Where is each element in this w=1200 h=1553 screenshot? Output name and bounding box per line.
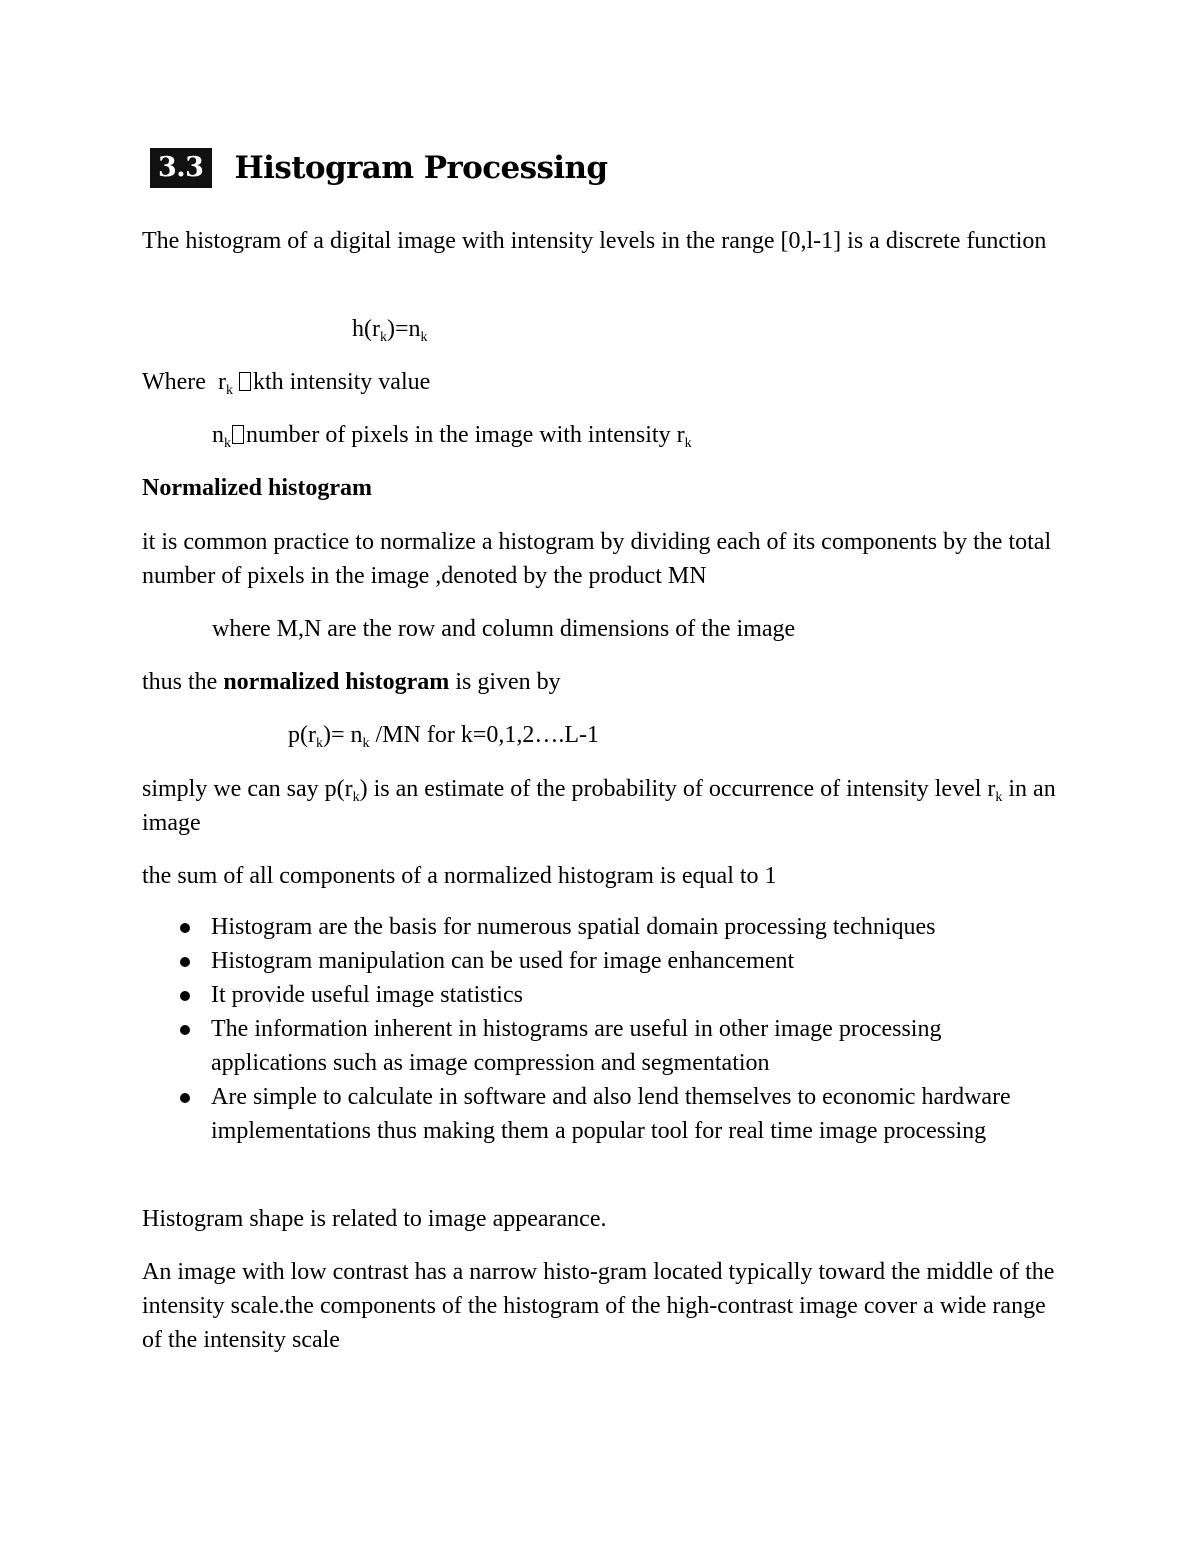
eq2-a: p(r bbox=[288, 722, 316, 748]
list-item bbox=[142, 944, 1042, 978]
simply-a-sub: k bbox=[352, 790, 360, 805]
nk-prefix: n bbox=[212, 422, 224, 448]
missing-glyph-icon bbox=[239, 372, 251, 391]
section-heading bbox=[150, 147, 608, 189]
eq2-a-sub: k bbox=[315, 736, 323, 751]
thus-before: thus the bbox=[142, 669, 224, 695]
eq2-b-sub: k bbox=[362, 736, 370, 751]
where-text: kth intensity value bbox=[252, 369, 431, 395]
bullet-text: It provide useful image statistics bbox=[211, 982, 523, 1008]
section-title: Histogram Processing bbox=[234, 150, 608, 186]
bullet-text: Are simple to calculate in software and also lend themselves to economic hardware implementations thus making them a popular tool for real time image processing bbox=[211, 1084, 1011, 1144]
where-mn-line: where M,N are the row and column dimensions of the image bbox=[212, 616, 796, 642]
eq1-mid: )=n bbox=[386, 316, 421, 342]
simply-b-sub: k bbox=[995, 790, 1003, 805]
eq2-c: /MN for k=0,1,2….L-1 bbox=[369, 722, 600, 748]
simply-a: simply we can say p(r bbox=[142, 776, 353, 802]
normalized-equation bbox=[288, 718, 599, 752]
normalized-histogram-heading: Normalized histogram bbox=[142, 475, 372, 501]
bullet-icon bbox=[180, 957, 190, 967]
nk-sub: k bbox=[224, 436, 231, 451]
list-item bbox=[142, 1080, 1042, 1148]
thus-bold: normalized histogram bbox=[223, 669, 450, 695]
contrast-paragraph: An image with low contrast has a narrow histo-gram located typically toward the middle of the intensity scale.the components of the histogram of the high-contrast image cover a wide range of the intensity scale bbox=[142, 1259, 1055, 1353]
nk-end-sub: k bbox=[684, 436, 692, 451]
where-prefix: Where r bbox=[142, 369, 226, 395]
bullet-text: Histogram manipulation can be used for image enhancement bbox=[211, 948, 795, 974]
simply-paragraph bbox=[142, 772, 1067, 840]
normalize-paragraph: it is common practice to normalize a histogram by dividing each of its components by the total number of pixels in the image ,denoted by the product MN bbox=[142, 529, 1052, 589]
list-item bbox=[142, 910, 1042, 944]
eq1-lhs-sub: k bbox=[379, 330, 387, 345]
nk-text: number of pixels in the image with intensity r bbox=[246, 422, 685, 448]
list-item bbox=[142, 978, 1042, 1012]
bullet-icon bbox=[180, 923, 190, 933]
bullet-text: Histogram are the basis for numerous spatial domain processing techniques bbox=[211, 914, 936, 940]
sum-line: the sum of all components of a normalized histogram is equal to 1 bbox=[142, 863, 777, 889]
intro-paragraph: The histogram of a digital image with intensity levels in the range [0,l-1] is a discrete function bbox=[142, 228, 1047, 254]
nk-definition-line bbox=[212, 418, 692, 452]
histogram-equation bbox=[352, 312, 428, 346]
bullet-text: The information inherent in histograms are useful in other image processing applications such as image compression and segmentation bbox=[211, 1016, 942, 1076]
section-number: 3.3 bbox=[150, 148, 212, 188]
shape-line: Histogram shape is related to image appearance. bbox=[142, 1206, 607, 1232]
simply-c: in an image bbox=[142, 776, 1056, 836]
thus-line bbox=[142, 665, 561, 699]
bullet-icon bbox=[180, 991, 190, 1001]
eq2-b: )= n bbox=[322, 722, 363, 748]
missing-glyph-icon bbox=[232, 425, 244, 444]
thus-after: is given by bbox=[449, 669, 561, 695]
where-sub: k bbox=[225, 383, 233, 398]
where-rk-line bbox=[142, 365, 430, 399]
eq1-rhs-sub: k bbox=[420, 330, 428, 345]
list-item bbox=[142, 1012, 1042, 1080]
eq1-lhs: h(r bbox=[352, 316, 380, 342]
bullet-list bbox=[142, 910, 1042, 1148]
bullet-icon bbox=[180, 1025, 190, 1035]
bullet-icon bbox=[180, 1093, 190, 1103]
simply-b: ) is an estimate of the probability of occurrence of intensity level r bbox=[359, 776, 996, 802]
